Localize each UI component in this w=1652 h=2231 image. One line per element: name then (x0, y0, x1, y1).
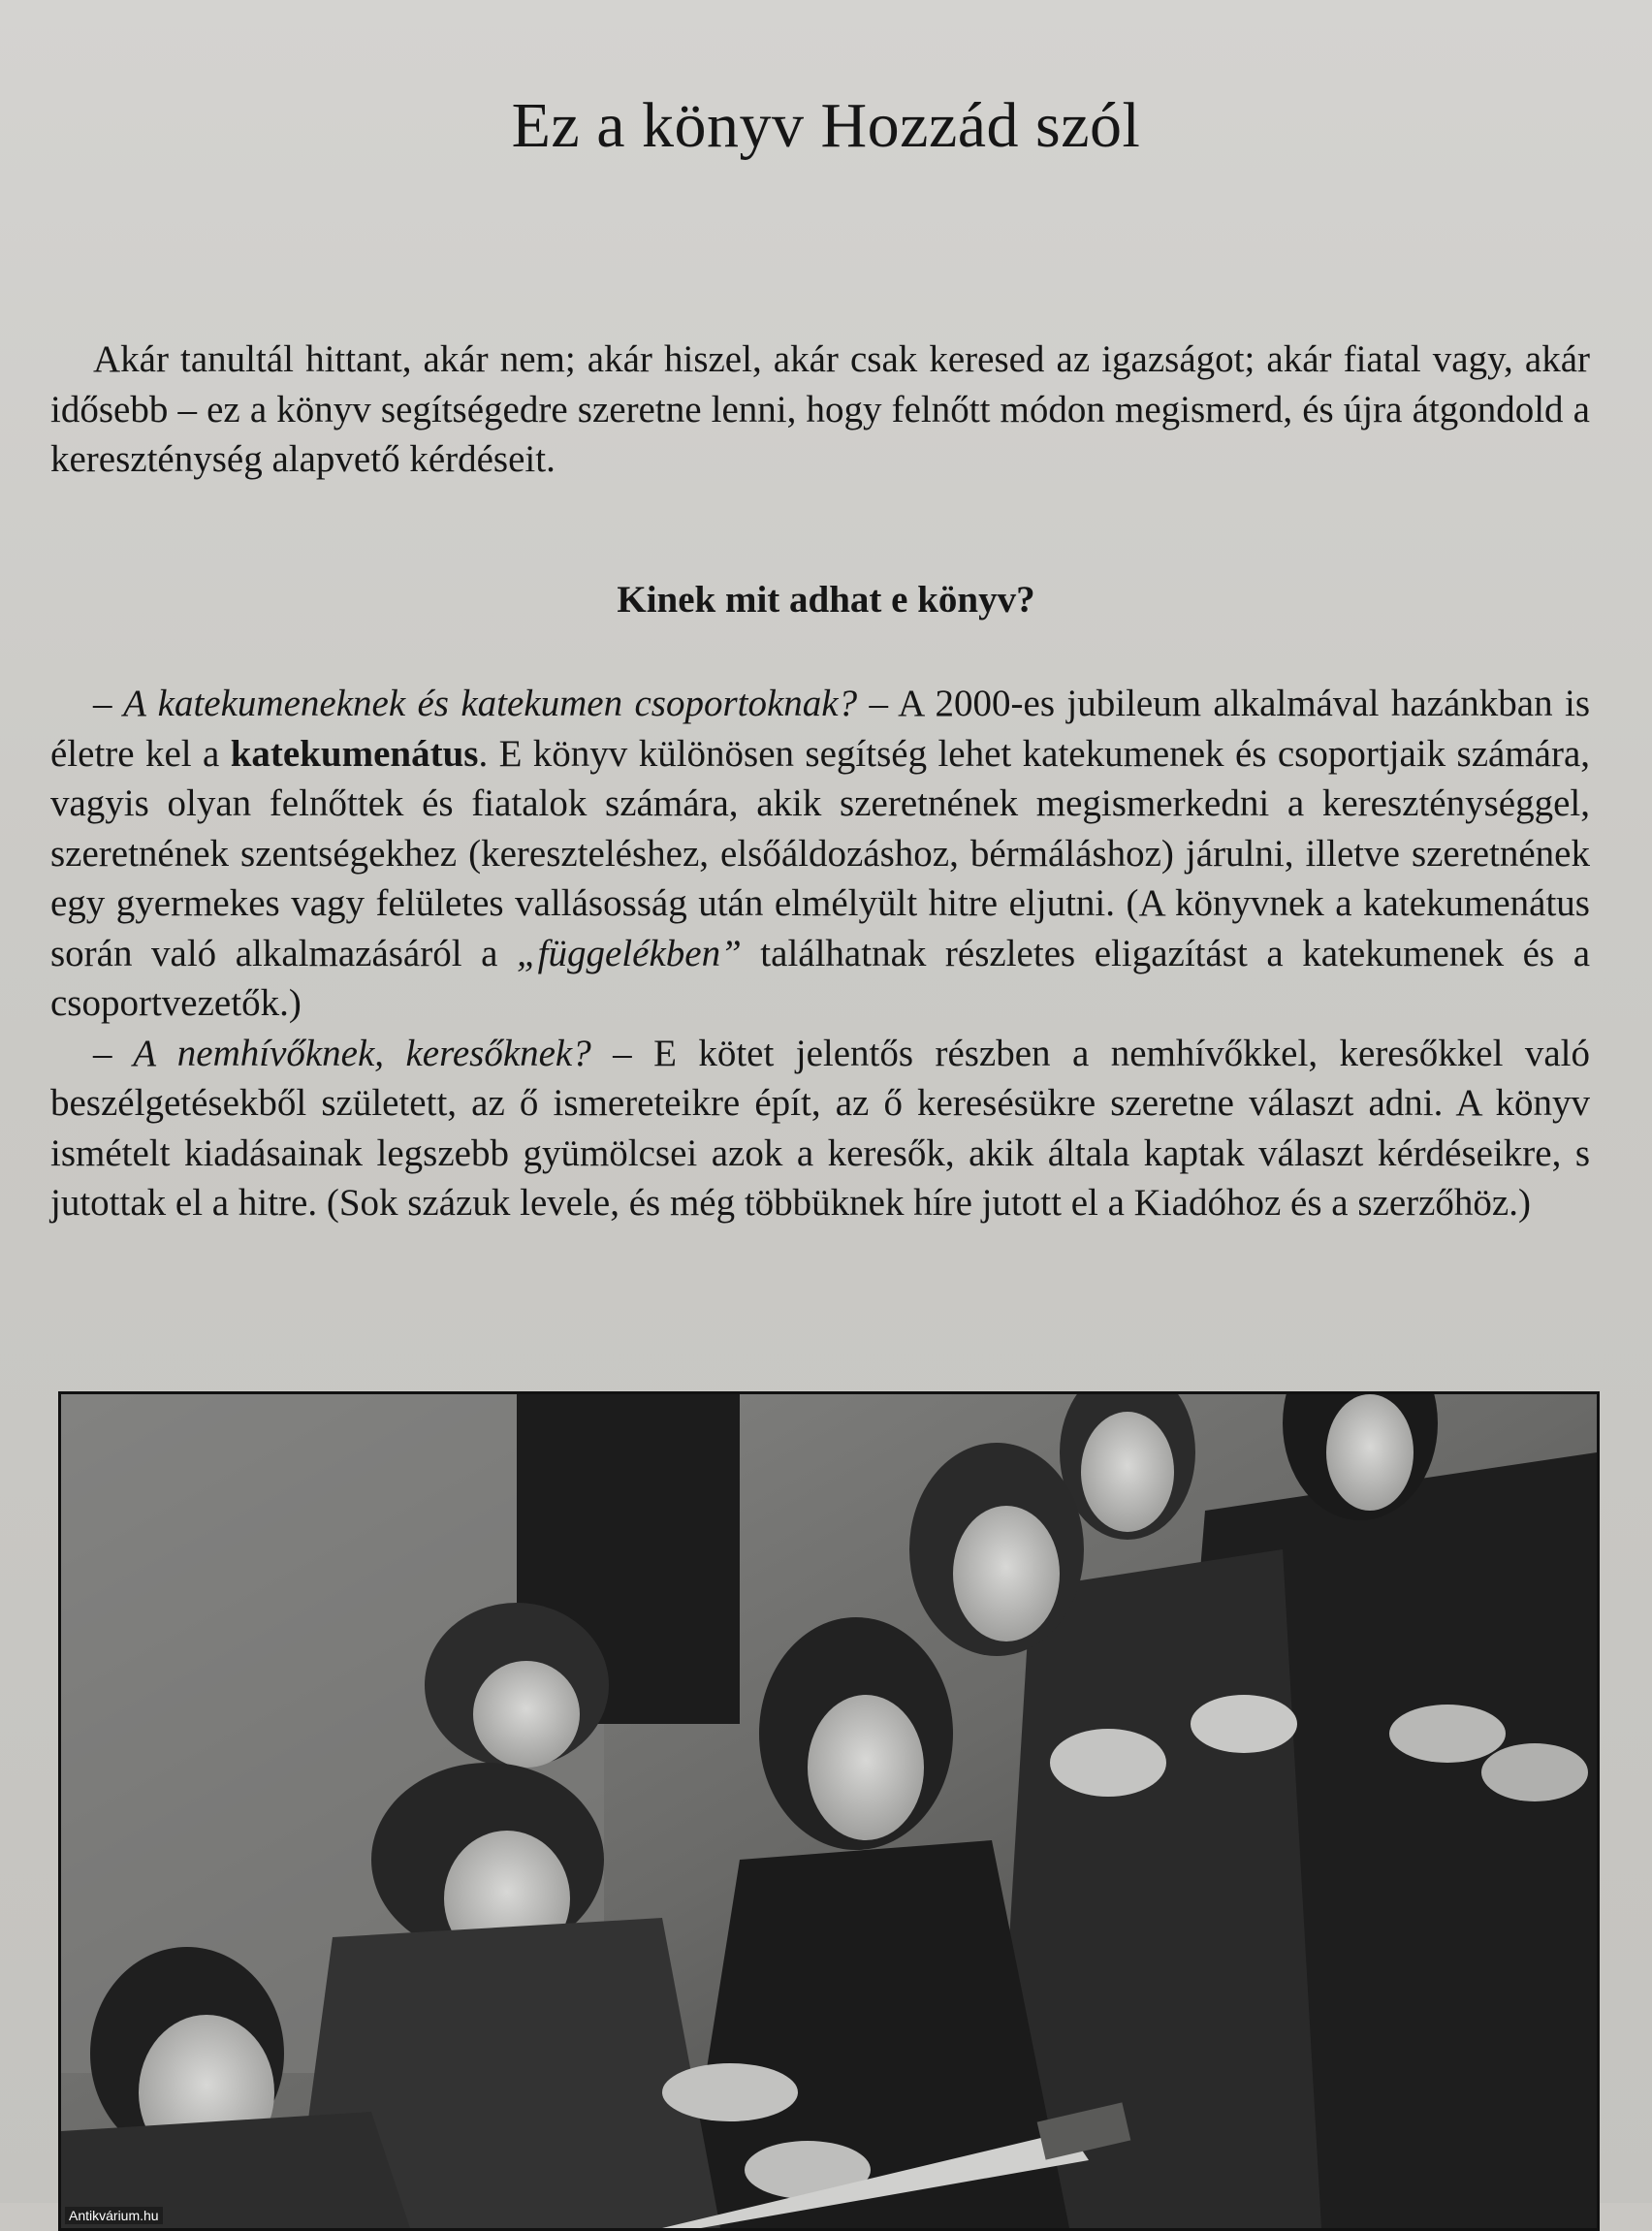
catechumenate-term: katekumenátus (230, 732, 479, 775)
seekers-lead: – A nemhívőknek, keresőknek? (93, 1032, 591, 1074)
seekers-paragraph (50, 1029, 1590, 1228)
watermark: Antikvárium.hu (65, 2207, 163, 2224)
intro-paragraph (50, 335, 1590, 485)
seekers-text: – E kötet jelentős részben a nemhívőkkel, keresőkkel való beszélgetésekből született, az ő ismereteikre épít, az ő keresésükre szeretne választ adni. A könyv ismételt kiadásainak legszebb gyümölcsei azok a keresők, akik általa kaptak választ kérdéseikre, s jutottak el a hitre. (Sok százuk levele, és még többüknek híre jutott el a Kiadóhoz és a szerzőhöz.) (50, 1032, 1590, 1224)
photo-group-singing-icon (61, 1394, 1597, 2228)
appendix-term: „függelékben” (516, 932, 742, 974)
catechumen-text-c: találhatnak részletes eligazítást a katekumenek és a csoportvezetők.) (50, 932, 1591, 1024)
catechumen-text-a: – A 2000-es jubileum alkalmával hazánkban is életre kel a (50, 683, 1590, 775)
body-text (50, 679, 1590, 1228)
intro-text: Akár tanultál hittant, akár nem; akár hiszel, akár csak keresed az igazságot; akár fiatal vagy, akár idősebb – ez a könyv segítségedre szeretne lenni, hogy felnőtt módon megismerd, és újra átgondold a kereszténység alapvető kérdéseit. (50, 338, 1590, 480)
catechumen-lead: – A katekumeneknek és katekumen csoportoknak? (93, 683, 858, 724)
catechumen-paragraph (50, 679, 1590, 1029)
section-heading: Kinek mit adhat e könyv? (617, 579, 1035, 621)
page-title: Ez a könyv Hozzád szól (511, 90, 1141, 161)
group-photo (58, 1391, 1600, 2231)
catechumen-text-b: . E könyv különösen segítség lehet katekumenek és csoportjaik számára, vagyis olyan felnőttek és fiatalok számára, akik szeretnének megismerkedni a kereszténységgel, szeretnének szentségekhez (kereszteléshez, elsőáldozáshoz, bérmáláshoz) járulni, illetve szeretnének egy gyermekes vagy felületes vallásosság után elmélyült hitre eljutni. (A könyvnek a katekumenátus során való alkalmazásáról a (50, 732, 1591, 974)
